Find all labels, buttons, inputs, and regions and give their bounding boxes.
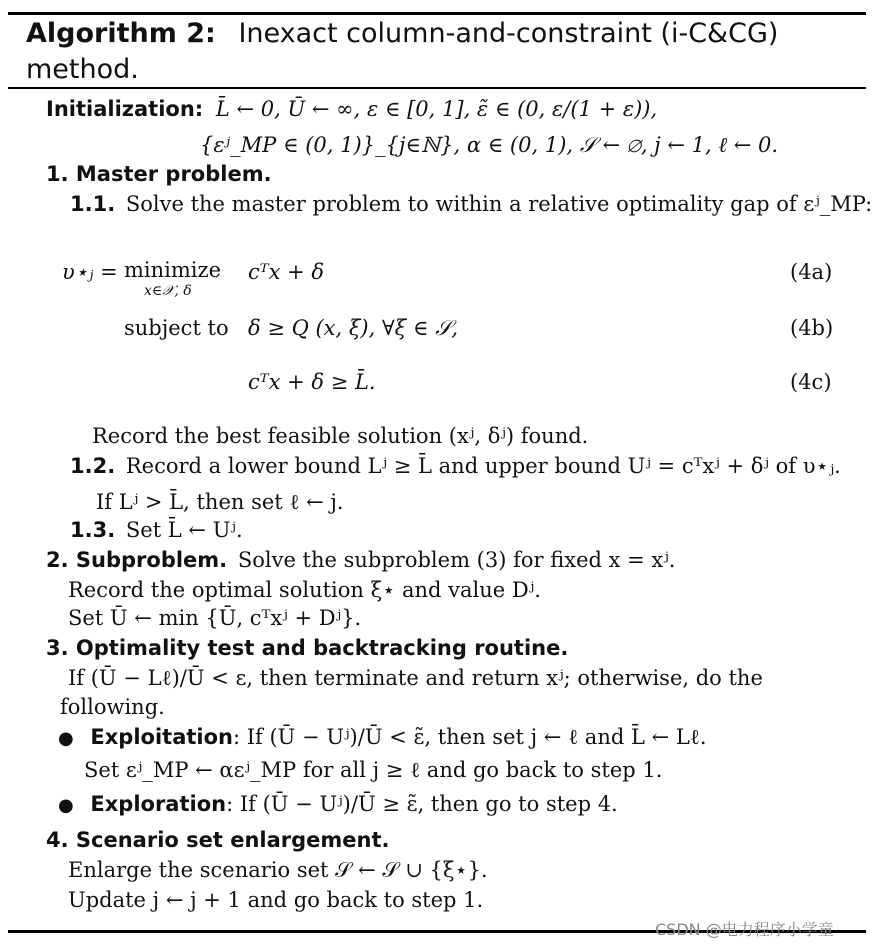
bullet-icon: ● — [58, 795, 74, 816]
step2-heading: 2. Subproblem. — [46, 548, 228, 572]
init-params-1: L̄ ← 0, Ū ← ∞, ε ∈ [0, 1], ε̃ ∈ (0, ε/(1 + ε)), — [215, 97, 658, 121]
step1-2-text: Record a lower bound Lʲ ≥ L̄ and upper bound Uʲ = cᵀxʲ + δʲ of υ⋆ⱼ. — [125, 454, 841, 478]
step4-line1: Enlarge the scenario set 𝒮 ← 𝒮 ∪ {ξ⋆}. — [68, 858, 488, 882]
exploitation-line — [58, 725, 707, 751]
exploitation-line2: Set εʲ_MP ← αεʲ_MP for all j ≥ ℓ and go back to step 1. — [84, 758, 663, 782]
step1-3 — [70, 518, 243, 542]
eq-constraint-2: cᵀx + δ ≥ L̄. — [248, 370, 376, 394]
init-label: Initialization: — [46, 97, 204, 121]
eq-4a-number: (4a) — [790, 260, 833, 284]
eq-4c-number: (4c) — [790, 370, 832, 394]
exploration-line — [58, 792, 618, 818]
step4-line2: Update j ← j + 1 and go back to step 1. — [68, 888, 484, 912]
step1-heading: 1. Master problem. — [46, 162, 272, 186]
eq-constraint-1: δ ≥ Q (x, ξ), ∀ξ ∈ 𝒮, — [248, 316, 459, 340]
exploitation-text: : If (Ū − Uʲ)/Ū < ε̃, then set j ← ℓ and L̄ ← Lℓ. — [232, 725, 707, 749]
init-line1 — [46, 97, 657, 121]
step1-2 — [70, 454, 841, 478]
top-rule — [8, 12, 866, 15]
eq-subject-to: subject to — [124, 316, 229, 340]
step1-3-label: 1.3. — [70, 518, 116, 542]
eq-objective: cᵀx + δ — [248, 260, 325, 284]
step1-1-label: 1.1. — [70, 192, 116, 216]
exploitation-label: Exploitation — [90, 725, 233, 749]
algorithm-title-line2: method. — [26, 54, 139, 85]
eq-minimize: minimize — [124, 258, 221, 282]
step1-3-text: Set L̄ ← Uʲ. — [125, 518, 243, 542]
step2-line1 — [46, 548, 675, 572]
init-params-2: {εʲ_MP ∈ (0, 1)}_{j∈ℕ}, α ∈ (0, 1), 𝒮 ← ∅, j ← 1, ℓ ← 0. — [200, 133, 779, 157]
step1-2-label: 1.2. — [70, 454, 116, 478]
algorithm-label: Algorithm 2: — [26, 18, 216, 49]
watermark: CSDN @电力程序小学童 — [655, 920, 834, 939]
step1-1-text: Solve the master problem to within a relative optimality gap of εʲ_MP: — [125, 192, 873, 216]
title-rule — [8, 87, 866, 89]
step1-2-if: If Lʲ > L̄, then set ℓ ← j. — [96, 490, 344, 514]
algorithm-title: Inexact column-and-constraint (i-C&CG) — [238, 18, 779, 49]
eq-4b-number: (4b) — [790, 316, 834, 340]
eq-minimize-sub: x∈𝒳, δ — [144, 283, 192, 299]
step3-line2: following. — [60, 695, 165, 719]
exploration-label: Exploration — [90, 792, 227, 816]
step3-line1: If (Ū − Lℓ)/Ū < ε, then terminate and return xʲ; otherwise, do the — [68, 666, 763, 690]
step1-record: Record the best feasible solution (xʲ, δʲ) found. — [92, 424, 589, 448]
step2-text: Solve the subproblem (3) for fixed x = xʲ. — [237, 548, 676, 572]
step3-heading: 3. Optimality test and backtracking routine. — [46, 636, 569, 660]
step2-line2: Record the optimal solution ξ⋆ and value Dʲ. — [68, 578, 541, 602]
algorithm-title-line1 — [26, 18, 778, 50]
eq-lhs: υ⋆ⱼ = — [62, 260, 118, 284]
bullet-icon: ● — [58, 728, 74, 749]
step2-line3: Set Ū ← min {Ū, cᵀxʲ + Dʲ}. — [68, 606, 362, 630]
step4-heading: 4. Scenario set enlargement. — [46, 828, 390, 852]
exploration-text: : If (Ū − Uʲ)/Ū ≥ ε̃, then go to step 4. — [226, 792, 618, 816]
step1-1 — [70, 192, 872, 216]
